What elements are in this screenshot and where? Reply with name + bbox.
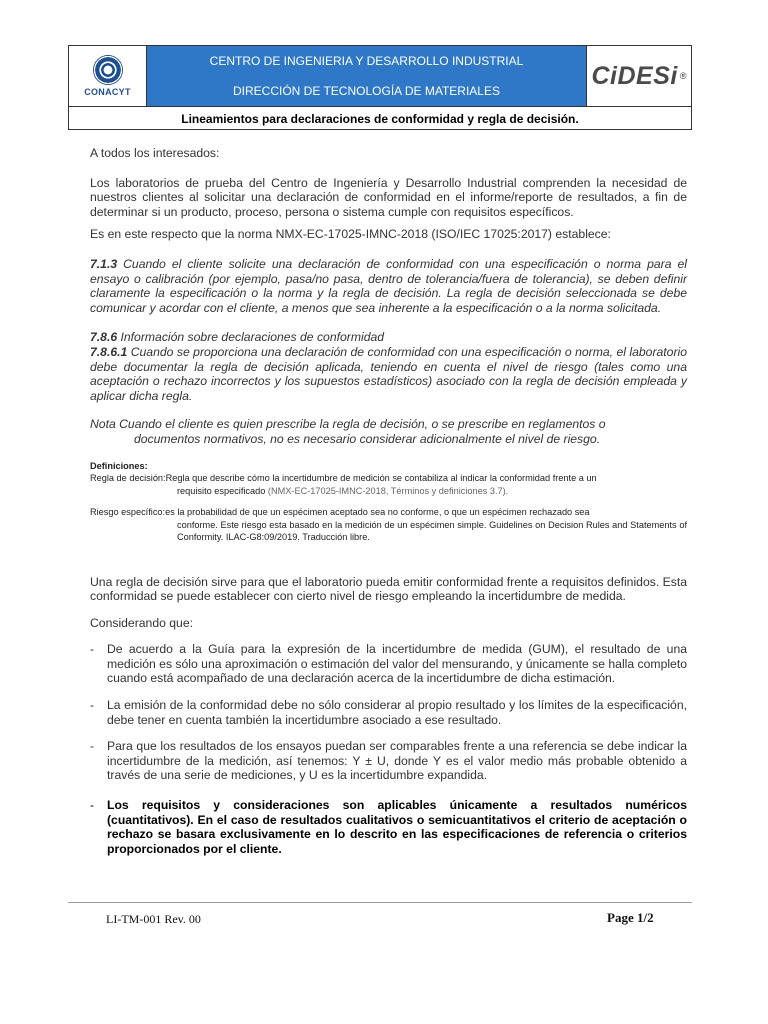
footer-rule — [68, 902, 692, 903]
bullet-dash: - — [90, 642, 95, 657]
definition-text: requisito especificado — [177, 485, 268, 496]
clause-text: Información sobre declaraciones de conformidad — [117, 330, 385, 345]
considerando-list — [90, 642, 687, 856]
registered-mark: ® — [679, 71, 687, 81]
regla-paragraph: Una regla de decisión sirve para que el laboratorio pueda emitir conformidad frente a requisitos definidos. Esta conformidad se puede establecer con cierto nivel de riesgo empleando la incertidumbre de medida. — [90, 574, 687, 604]
definitions — [90, 460, 687, 544]
definition-term: Regla de decisión: — [90, 473, 166, 483]
list-item — [90, 642, 687, 686]
cidesi-logo — [586, 46, 691, 106]
document-body — [90, 146, 687, 856]
list-item-text: La emisión de la conformidad debe no sólo considerar al propio resultado y los límites de la especificación, debe tener en cuenta también la incertidumbre asociado a ese resultado. — [107, 698, 687, 727]
definition-text: conforme. Este riesgo esta basado en la medición de un espécimen simple. Guidelines on Decision Rules and Statements of Conformity. ILAC-G8:09/2019. Traducción libre — [177, 519, 687, 542]
clause-7-8-6-1 — [90, 345, 687, 403]
list-item-text: De acuerdo a la Guía para la expresión de la incertidumbre de medida (GUM), el resultado de una medición es sólo una aproximación o estimación del valor del mensurando, y únicamente se halla completo cuando está acompañado de una declaración acerca de la incertidumbre de dicha estimación. — [107, 642, 687, 686]
list-item-text: Para que los resultados de los ensayos puedan ser comparables frente a una referencia se debe indicar la incertidumbre de la medición, así tenemos: Y ± U, donde Y es el valor medio más probable obtenido a través de una serie de mediciones, y U es la incertidumbre expandida. — [107, 739, 687, 783]
department-name: DIRECCIÓN DE TECNOLOGÍA DE MATERIALES — [147, 76, 586, 106]
clause-number: 7.8.6 — [90, 330, 118, 345]
clause-7-1-3 — [90, 257, 687, 315]
list-item — [90, 798, 687, 856]
norma-paragraph: Es en este respecto que la norma NMX-EC-17025-IMNC-2018 (ISO/IEC 17025:2017) establece: — [90, 227, 611, 242]
institution-name: CENTRO DE INGENIERIA Y DESARROLLO INDUSTRIAL — [147, 46, 586, 77]
document-code: LI-TM-001 Rev. 00 — [106, 912, 201, 926]
conacyt-emblem-icon — [93, 55, 123, 85]
clause-text: Cuando el cliente solicite una declaración de conformidad con una especificación o norma para el ensayo o calibración (por ejemplo, pasa/no pasa, dentro de tolerancia/fuera de tolerancia), se deben definir claramente la especificación o la norma y la regla de decisión. La regla de decisión seleccionada se debe comunicar y acordar con el cliente, a menos que sea inherente a la especificación o a la norma solicitada. — [90, 256, 687, 315]
definition-regla-cont — [90, 485, 687, 498]
clause-number: 7.8.6.1 — [90, 344, 128, 359]
list-item-text: Los requisitos y consideraciones son aplicables únicamente a resultados numéricos (cuantitativos). En el caso de resultados cualitativos o semicuantitativos el criterio de aceptación o rechazo se basara exclusivamente en lo descrito en las especificaciones de referencia o criterios proporcionados por el cliente. — [107, 798, 687, 856]
considerando-heading: Considerando que: — [90, 615, 193, 630]
bullet-dash: - — [90, 798, 95, 813]
intro-paragraph: Los laboratorios de prueba del Centro de Ingeniería y Desarrollo Industrial comprenden la necesidad de nuestros clientes al solicitar una declaración de conformidad en el informe/reporte de resultados, a fin de determinar si un producto, proceso, persona o sistema cumple con requisitos específicos. — [90, 175, 687, 219]
definition-riesgo — [90, 506, 687, 519]
nota-line-2: documentos normativos, no es necesario considerar adicionalmente el nivel de riesgo. — [134, 431, 601, 446]
definition-regla — [90, 472, 687, 485]
list-item — [90, 739, 687, 783]
clause-7-8-6 — [90, 330, 687, 345]
bullet-dash: - — [90, 739, 95, 754]
document-title: Lineamientos para declaraciones de conformidad y regla de decisión. — [69, 106, 691, 130]
definition-end: . — [367, 532, 370, 542]
clause-number: 7.1.3 — [90, 256, 118, 271]
definition-term: Riesgo específico: — [90, 507, 166, 517]
conacyt-logo-text: CONACYT — [84, 87, 131, 97]
nota-line-1: Nota Cuando el cliente es quien prescribe la regla de decisión, o se prescribe en reglamentos o — [90, 417, 606, 432]
definition-reference: (NMX-EC-17025-IMNC-2018, Términos y definiciones 3.7). — [267, 485, 509, 496]
definition-text: Regla que describe cómo la incertidumbre de medición se contabiliza al indicar la conformidad frente a un — [165, 473, 597, 483]
list-item — [90, 698, 687, 727]
clause-text: Cuando se proporciona una declaración de conformidad con una especificación o norma, el laboratorio debe documentar la regla de decisión aplicada, teniendo en cuenta el nivel de riesgo (tales como una aceptación o rechazo incorrectos y los supuestos estadísticos) asociado con la regla de decisión empleada y aplicar dicha regla. — [90, 344, 687, 403]
conacyt-logo — [69, 46, 147, 106]
cidesi-logo-text: CiDESi — [591, 61, 678, 90]
definition-riesgo-cont — [90, 519, 687, 544]
greeting: A todos los interesados: — [90, 146, 220, 160]
definition-text: es la probabilidad de que un espécimen aceptado sea no conforme, o que un espécimen rechazado sea — [165, 507, 590, 517]
definitions-title: Definiciones: — [90, 460, 148, 471]
bullet-dash: - — [90, 698, 95, 713]
page-number: Page 1/2 — [607, 910, 654, 925]
document-header — [68, 45, 692, 130]
